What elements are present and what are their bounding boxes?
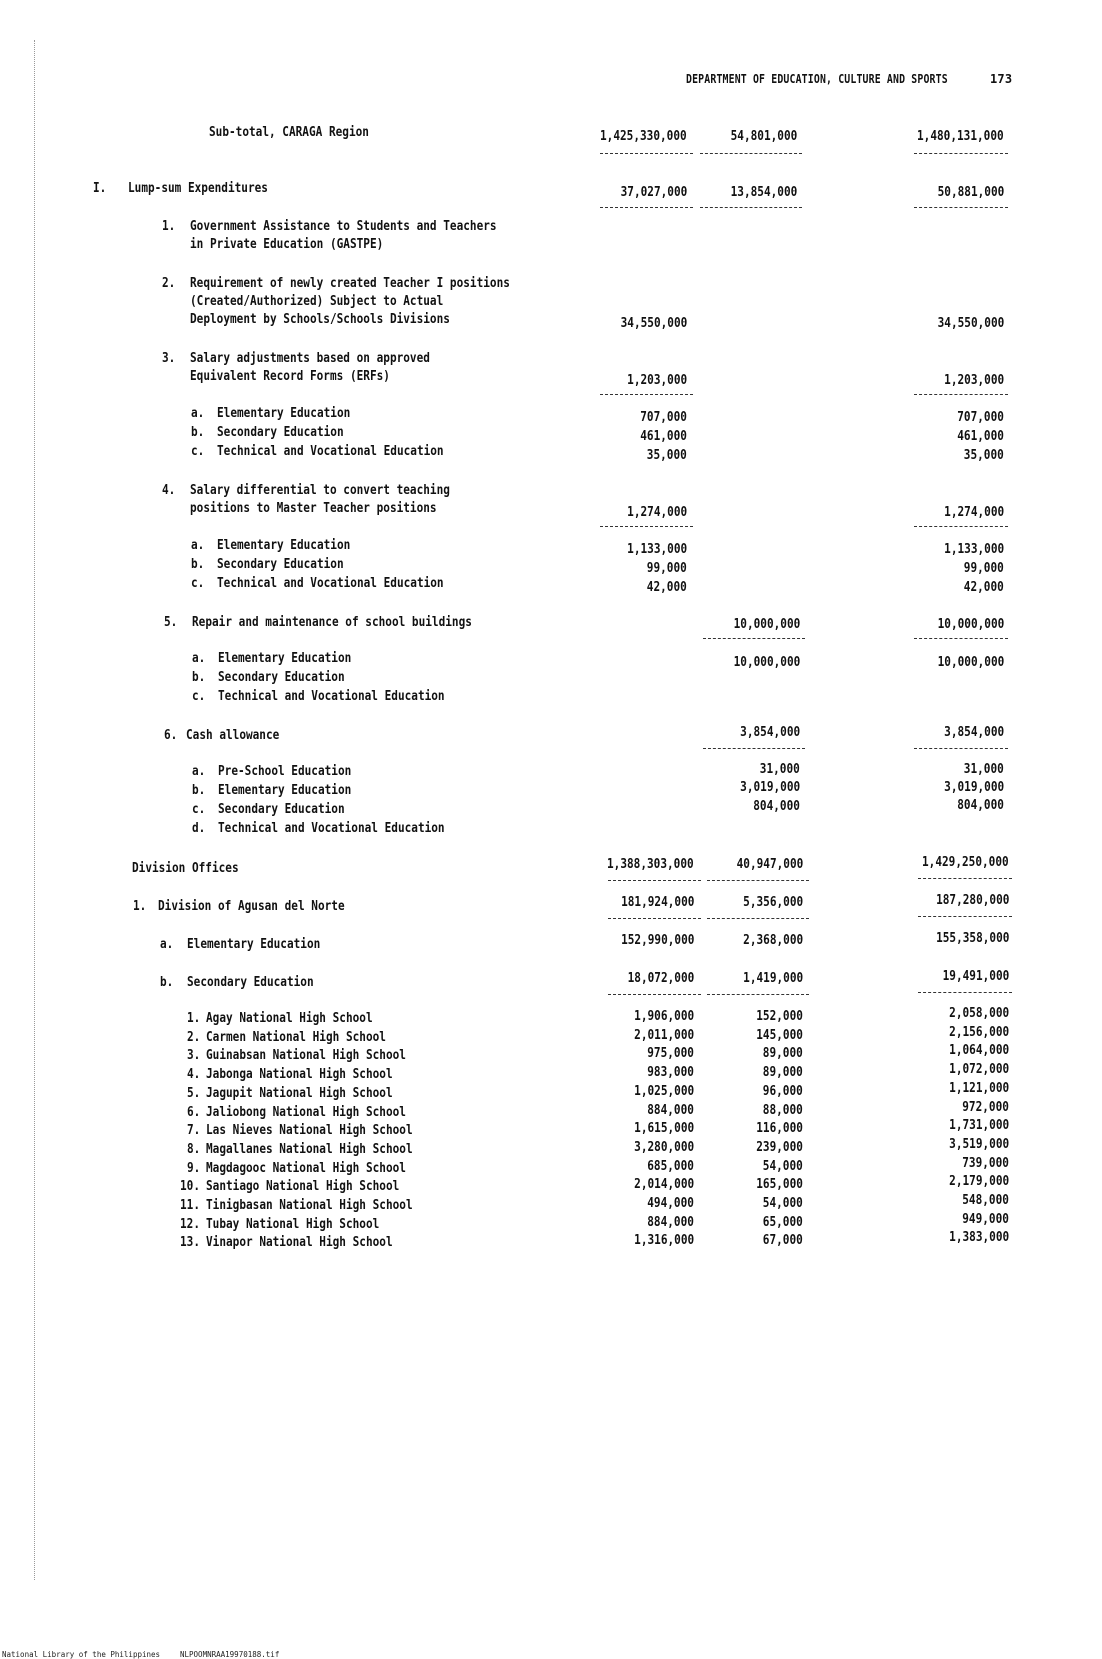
item5-num: 5.	[164, 614, 178, 630]
rule	[700, 207, 802, 208]
sub-c1: 99,000	[646, 560, 687, 576]
item3-line1: Salary adjustments based on approved	[190, 350, 430, 366]
item5-c3: 10,000,000	[937, 616, 1004, 632]
rule	[707, 918, 809, 919]
sub-c3: 31,000	[963, 761, 1004, 777]
school-num: 5.	[187, 1084, 201, 1101]
school-num: 2.	[187, 1028, 201, 1045]
sub-letter: c.	[191, 575, 205, 591]
sub-c1: 707,000	[640, 409, 687, 425]
rule	[703, 638, 805, 639]
sub-letter: a.	[192, 763, 206, 779]
school-name: Las Nieves National High School	[206, 1122, 413, 1139]
rule	[914, 207, 1008, 208]
school-c3: 2,156,000	[949, 1023, 1009, 1040]
item4-c3: 1,274,000	[944, 504, 1004, 520]
school-name: Carmen National High School	[206, 1028, 386, 1045]
sub-label: Technical and Vocational Education	[218, 820, 445, 836]
rule	[914, 748, 1008, 749]
item5-c2: 10,000,000	[733, 616, 800, 632]
elem-c2: 2,368,000	[743, 932, 803, 948]
division-c2: 40,947,000	[736, 856, 803, 872]
sub-letter: c.	[192, 688, 206, 704]
item6-line1: Cash allowance	[186, 727, 280, 743]
item3-c3: 1,203,000	[944, 372, 1004, 388]
subtotal-c1: 1,425,330,000	[600, 128, 687, 144]
item3-num: 3.	[162, 350, 176, 366]
school-c1: 1,025,000	[634, 1082, 694, 1099]
item2-line2: (Created/Authorized) Subject to Actual	[190, 293, 444, 309]
sub-c2: 31,000	[759, 761, 800, 777]
school-c1: 975,000	[647, 1045, 694, 1062]
rule	[914, 394, 1008, 395]
school-c2: 89,000	[762, 1064, 803, 1081]
school-c1: 884,000	[647, 1101, 694, 1118]
school-c3: 1,072,000	[949, 1061, 1009, 1078]
item6-num: 6.	[164, 727, 178, 743]
school-num: 8.	[187, 1140, 201, 1157]
sub-c3: 3,019,000	[944, 779, 1004, 795]
school-num: 1.	[187, 1010, 201, 1026]
rule	[600, 526, 693, 527]
item5-line1: Repair and maintenance of school buildings	[192, 614, 472, 630]
school-c3: 2,179,000	[949, 1173, 1009, 1190]
sub-letter: b.	[192, 782, 206, 798]
school-c1: 2,014,000	[634, 1176, 694, 1193]
sub-c2: 10,000,000	[733, 654, 800, 670]
sub-letter: a.	[192, 650, 206, 666]
sub-c3: 42,000	[963, 579, 1004, 595]
rule	[914, 153, 1008, 154]
school-c2: 165,000	[756, 1176, 803, 1193]
subtotal-c2: 54,801,000	[730, 128, 797, 144]
school-c2: 145,000	[756, 1026, 803, 1043]
item2-line1: Requirement of newly created Teacher I positions	[190, 275, 510, 291]
sub-c1: 461,000	[640, 428, 687, 444]
item4-line1: Salary differential to convert teaching	[190, 482, 450, 498]
agusan-c2: 5,356,000	[743, 894, 803, 910]
rule	[600, 153, 693, 154]
school-name: Jaliobong National High School	[206, 1103, 406, 1120]
school-c1: 983,000	[647, 1064, 694, 1081]
page-header-title: DEPARTMENT OF EDUCATION, CULTURE AND SPORTS	[686, 72, 948, 86]
sub-label: Elementary Education	[218, 782, 352, 798]
school-c3: 1,121,000	[949, 1079, 1009, 1096]
rule	[914, 638, 1008, 639]
item2-c1: 34,550,000	[620, 315, 687, 331]
school-num: 7.	[187, 1122, 201, 1139]
item4-line2: positions to Master Teacher positions	[190, 500, 437, 516]
sub-c1: 35,000	[646, 447, 687, 463]
school-num: 6.	[187, 1103, 201, 1120]
school-c1: 685,000	[647, 1157, 694, 1174]
school-c2: 54,000	[762, 1195, 803, 1211]
page-number: 173	[990, 72, 1013, 86]
sub-c3: 35,000	[963, 447, 1004, 463]
subtotal-label: Sub-total, CARAGA Region	[209, 124, 369, 140]
school-name: Guinabsan National High School	[206, 1047, 406, 1064]
rule	[918, 916, 1012, 917]
school-c2: 67,000	[762, 1232, 803, 1249]
school-num: 10.	[180, 1178, 201, 1195]
sub-c3: 461,000	[957, 428, 1004, 444]
school-name: Jabonga National High School	[206, 1066, 393, 1083]
item3-c1: 1,203,000	[627, 372, 687, 388]
sub-label: Technical and Vocational Education	[217, 443, 444, 459]
school-c2: 88,000	[762, 1101, 803, 1118]
school-name: Agay National High School	[206, 1010, 373, 1026]
school-c2: 96,000	[762, 1082, 803, 1099]
division-c3: 1,429,250,000	[922, 854, 1009, 870]
school-name: Tubay National High School	[206, 1215, 380, 1232]
sub-letter: a.	[191, 405, 205, 421]
sub-letter: b.	[191, 556, 205, 572]
footer-library: National Library of the Philippines	[2, 1650, 161, 1659]
sub-c2: 3,019,000	[740, 779, 800, 795]
item2-line3: Deployment by Schools/Schools Divisions	[190, 311, 450, 327]
school-c3: 972,000	[962, 1098, 1009, 1115]
agusan-label: Division of Agusan del Norte	[158, 898, 345, 914]
school-name: Magallanes National High School	[206, 1140, 413, 1157]
sub-label: Technical and Vocational Education	[217, 575, 444, 591]
school-c3: 2,058,000	[949, 1005, 1009, 1021]
school-c3: 1,731,000	[949, 1117, 1009, 1134]
sub-label: Elementary Education	[217, 537, 351, 553]
lump-label: Lump-sum Expenditures	[128, 180, 268, 196]
school-c2: 65,000	[762, 1213, 803, 1230]
school-c2: 152,000	[756, 1008, 803, 1024]
school-c1: 1,615,000	[634, 1120, 694, 1137]
school-c3: 949,000	[962, 1210, 1009, 1227]
item4-c1: 1,274,000	[627, 504, 687, 520]
school-c1: 2,011,000	[634, 1026, 694, 1043]
rule	[707, 880, 809, 881]
school-c2: 54,000	[762, 1157, 803, 1174]
agusan-num: 1.	[133, 898, 147, 914]
rule	[914, 526, 1008, 527]
school-c1: 884,000	[647, 1213, 694, 1230]
rule	[707, 994, 809, 995]
sub-c3: 707,000	[957, 409, 1004, 425]
sub-label: Elementary Education	[217, 405, 351, 421]
sub-c1: 42,000	[646, 579, 687, 595]
scan-edge-artifact	[34, 40, 35, 1580]
sec-letter: b.	[160, 974, 174, 990]
rule	[600, 394, 693, 395]
school-c2: 89,000	[762, 1045, 803, 1062]
sub-label: Secondary Education	[217, 556, 344, 572]
rule	[703, 748, 805, 749]
item2-c3: 34,550,000	[937, 315, 1004, 331]
school-num: 4.	[187, 1066, 201, 1083]
school-name: Jagupit National High School	[206, 1084, 393, 1101]
school-c3: 1,383,000	[949, 1229, 1009, 1246]
school-num: 11.	[180, 1197, 201, 1213]
school-num: 3.	[187, 1047, 201, 1064]
item6-c2: 3,854,000	[740, 724, 800, 740]
sub-label: Elementary Education	[218, 650, 352, 666]
school-c1: 1,316,000	[634, 1232, 694, 1249]
school-name: Tinigbasan National High School	[206, 1197, 413, 1213]
elem-letter: a.	[160, 936, 174, 952]
lump-c2: 13,854,000	[730, 184, 797, 200]
school-c3: 548,000	[962, 1192, 1009, 1208]
sub-letter: a.	[191, 537, 205, 553]
elem-label: Elementary Education	[187, 936, 321, 952]
agusan-c1: 181,924,000	[620, 894, 694, 910]
subtotal-c3: 1,480,131,000	[917, 128, 1004, 144]
elem-c1: 152,990,000	[620, 932, 694, 948]
item1-num: 1.	[162, 218, 176, 234]
sub-c2: 804,000	[753, 798, 800, 814]
lump-c3: 50,881,000	[937, 184, 1004, 200]
sub-letter: c.	[192, 801, 206, 817]
sub-c3: 804,000	[957, 797, 1004, 813]
footer-file: NLPOOMNRAA19970188.tif	[180, 1650, 280, 1659]
sub-letter: d.	[192, 820, 206, 836]
sub-c3: 99,000	[963, 560, 1004, 576]
sub-label: Secondary Education	[218, 801, 345, 817]
school-c2: 116,000	[756, 1120, 803, 1137]
rule	[608, 994, 701, 995]
lump-roman: I.	[93, 180, 107, 196]
school-c1: 1,906,000	[634, 1008, 694, 1024]
elem-c3: 155,358,000	[935, 930, 1009, 946]
rule	[918, 878, 1012, 879]
school-c3: 3,519,000	[949, 1135, 1009, 1152]
school-c3: 739,000	[962, 1154, 1009, 1171]
sub-c3: 10,000,000	[937, 654, 1004, 670]
sec-c1: 18,072,000	[627, 970, 694, 986]
rule	[608, 880, 701, 881]
lump-c1: 37,027,000	[620, 184, 687, 200]
item3-line2: Equivalent Record Forms (ERFs)	[190, 368, 390, 384]
school-c1: 494,000	[647, 1195, 694, 1211]
school-num: 9.	[187, 1159, 201, 1176]
item6-c3: 3,854,000	[944, 724, 1004, 740]
sec-label: Secondary Education	[187, 974, 314, 990]
sub-label: Secondary Education	[218, 669, 345, 685]
school-c3: 1,064,000	[949, 1042, 1009, 1059]
sub-label: Pre-School Education	[218, 763, 352, 779]
school-name: Magdagooc National High School	[206, 1159, 406, 1176]
sec-c3: 19,491,000	[942, 968, 1009, 984]
sub-letter: c.	[191, 443, 205, 459]
sub-letter: b.	[191, 424, 205, 440]
school-c2: 239,000	[756, 1138, 803, 1155]
sub-label: Technical and Vocational Education	[218, 688, 445, 704]
sec-c2: 1,419,000	[743, 970, 803, 986]
school-name: Vinapor National High School	[206, 1234, 393, 1251]
rule	[600, 207, 693, 208]
item4-num: 4.	[162, 482, 176, 498]
division-c1: 1,388,303,000	[607, 856, 694, 872]
sub-letter: b.	[192, 669, 206, 685]
sub-label: Secondary Education	[217, 424, 344, 440]
item1-line1: Government Assistance to Students and Teachers	[190, 218, 497, 234]
division-label: Division Offices	[132, 860, 239, 876]
sub-c1: 1,133,000	[627, 541, 687, 557]
rule	[918, 992, 1012, 993]
agusan-c3: 187,280,000	[935, 892, 1009, 908]
school-c1: 3,280,000	[634, 1138, 694, 1155]
school-name: Santiago National High School	[206, 1178, 400, 1195]
rule	[608, 918, 701, 919]
item2-num: 2.	[162, 275, 176, 291]
school-num: 12.	[180, 1215, 201, 1232]
school-num: 13.	[180, 1234, 201, 1251]
item1-line2: in Private Education (GASTPE)	[190, 236, 384, 252]
rule	[700, 153, 802, 154]
sub-c3: 1,133,000	[944, 541, 1004, 557]
